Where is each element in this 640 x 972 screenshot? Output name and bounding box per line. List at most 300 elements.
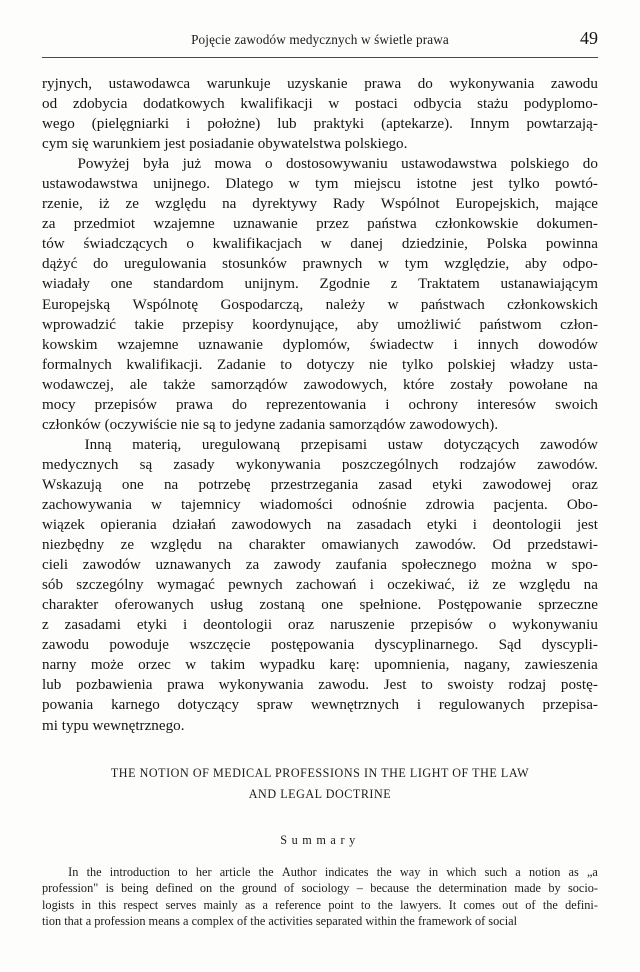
word: kwalifikacjach — [212, 236, 302, 253]
word: a — [515, 865, 521, 879]
word: dyrektywy — [252, 196, 318, 213]
word: interesów — [477, 396, 537, 413]
word: kwalifikacji. — [126, 356, 203, 373]
word: tym — [404, 256, 429, 273]
text-line — [42, 174, 598, 194]
word: point — [328, 897, 354, 912]
word: przedstawi- — [527, 537, 598, 554]
word: odnośnie — [351, 496, 407, 513]
word: medycznych — [42, 456, 119, 473]
word: charakter — [42, 597, 99, 614]
word: postę- — [560, 677, 598, 694]
word: dowodów — [538, 336, 598, 353]
text-line — [42, 194, 598, 214]
text-line — [42, 675, 598, 695]
word: Traktatem — [418, 276, 480, 293]
text-line — [42, 635, 598, 655]
word: i — [369, 577, 374, 594]
text-line — [42, 154, 598, 174]
word: Jest — [383, 677, 407, 694]
word: dyscyplinarnego. — [374, 637, 479, 654]
word: It — [448, 897, 457, 912]
word: Zadanie — [216, 356, 266, 373]
word: danej — [350, 236, 384, 253]
word: zawodu — [550, 76, 598, 92]
word: takim — [210, 657, 246, 674]
word: Zgodnie — [319, 276, 370, 293]
word: poszczególnych — [341, 456, 439, 473]
text-line — [42, 114, 598, 134]
word: reference — [275, 897, 322, 912]
word: koordynujące, — [252, 316, 339, 333]
word: przepisów — [94, 396, 157, 413]
word: dotyczy — [306, 356, 355, 373]
word: sociology — [301, 881, 350, 896]
word: zaufania — [335, 557, 387, 574]
text-line — [42, 315, 598, 335]
word: aby — [356, 316, 379, 333]
word: do — [417, 76, 433, 92]
paragraph-indent — [42, 154, 64, 174]
word: warunkuje — [206, 76, 271, 92]
text-line — [42, 864, 598, 880]
text-line — [42, 880, 598, 896]
word: Inną — [84, 436, 112, 453]
word: being — [121, 881, 149, 896]
word: powtarzają- — [526, 116, 598, 133]
word: lub — [42, 677, 62, 694]
word: ustawodawstwa — [42, 176, 138, 193]
word: oferowanych — [114, 597, 194, 614]
paragraph-3 — [42, 435, 598, 736]
text-line — [42, 475, 598, 495]
word: opierania — [100, 517, 157, 534]
word: Europejskich, — [455, 196, 540, 213]
word: prawa — [175, 396, 213, 413]
word: wypadku — [259, 657, 316, 674]
word: w — [328, 96, 340, 113]
word: profession" — [42, 881, 99, 896]
word: orzec — [138, 657, 171, 674]
word: które — [403, 376, 435, 393]
word: wykonywania — [218, 677, 304, 694]
word: stażu — [477, 96, 509, 113]
text-line: mi typu wewnętrznego. — [42, 717, 185, 734]
word: unijnym. — [244, 276, 299, 293]
word: wego — [42, 116, 75, 133]
word: wodawczej, — [42, 376, 114, 393]
word: one — [321, 597, 344, 614]
text-line — [42, 615, 598, 635]
word: wiadomości — [259, 496, 333, 513]
word: in — [428, 865, 439, 879]
word: w — [320, 236, 332, 253]
word: karnego — [111, 697, 160, 714]
word: uznawanie — [233, 216, 298, 233]
word: zawodów. — [537, 456, 598, 473]
paragraph-2 — [42, 154, 598, 435]
word: prawnych — [302, 256, 363, 273]
word: przestrzegania — [270, 476, 359, 493]
word: the — [86, 865, 102, 879]
word: socio- — [567, 881, 598, 896]
word: do — [93, 256, 109, 273]
word: prawa — [167, 677, 205, 694]
word: odbycia — [413, 96, 462, 113]
word: Gospodarczą, — [220, 296, 304, 313]
word: względzie, — [444, 256, 510, 273]
summary-heading: Summary — [280, 833, 360, 847]
paragraph-indent — [42, 864, 60, 880]
word: wiązek — [42, 517, 85, 534]
word: uznawanych — [155, 557, 232, 574]
word: postaci — [354, 96, 398, 113]
word: introduction — [109, 865, 170, 879]
word: rodzaj — [508, 677, 547, 694]
text-line — [42, 214, 598, 234]
word: odpo- — [562, 256, 598, 273]
summary-title-line: THE NOTION OF MEDICAL PROFESSIONS IN THE LIGHT OF THE LAW — [110, 766, 530, 780]
word: dokumen- — [536, 216, 598, 233]
text-line: tion that a profession means a complex of the activities separated within the framework of social — [42, 913, 517, 928]
word: państwom — [479, 316, 542, 333]
word: mainly — [203, 897, 238, 912]
word: ustanawiającym — [500, 276, 598, 293]
word: są — [139, 456, 153, 473]
word: o — [488, 617, 497, 634]
word: wewnętrznych — [310, 697, 400, 714]
word: to — [280, 356, 293, 373]
word: to — [360, 897, 371, 912]
word: przepisy — [182, 316, 234, 333]
main-text-column — [42, 74, 598, 736]
word: przepisów — [410, 617, 473, 634]
word: wykonywaniu — [512, 617, 598, 634]
word: przepisami — [300, 436, 368, 453]
word: standardom — [153, 276, 224, 293]
text-line — [42, 575, 598, 595]
word: z — [390, 276, 398, 293]
text-line — [42, 295, 598, 315]
word: przez — [316, 216, 349, 233]
text-line — [42, 375, 598, 395]
word: samorządów — [211, 376, 288, 393]
word: which — [446, 865, 477, 879]
word: o — [264, 156, 273, 173]
word: because — [370, 881, 410, 896]
text-line: cym się warunkiem jest posiadanie obywatelstwa polskiego. — [42, 136, 408, 153]
text-line — [42, 74, 598, 94]
text-line — [42, 897, 598, 913]
word: on — [199, 881, 213, 896]
word: is — [105, 881, 114, 896]
word: (aptekarze). — [381, 116, 453, 133]
word: cieli — [42, 557, 69, 574]
word: a — [262, 897, 268, 912]
word: – — [356, 881, 363, 896]
word: wzajemne — [117, 336, 179, 353]
word: etyki — [432, 476, 463, 493]
word: the — [258, 865, 274, 879]
word: the — [416, 881, 432, 896]
word: władzy — [510, 356, 554, 373]
word: zostały — [450, 376, 493, 393]
word: i — [472, 517, 477, 534]
text-line — [42, 335, 598, 355]
word: Sąd — [498, 637, 522, 654]
word: notion — [528, 865, 561, 879]
text-line: członków (oczywiście nie są to jedyne zadania samorządów zawodowych). — [42, 416, 499, 433]
word: rodzajów — [459, 456, 516, 473]
word: niezbędny — [42, 537, 105, 554]
word: dyscypli- — [541, 637, 598, 654]
word: iż — [468, 577, 480, 594]
word: postępowania — [270, 637, 355, 654]
word: na — [218, 537, 233, 554]
word: praktyki — [313, 116, 365, 133]
word: od — [42, 96, 58, 113]
text-line — [42, 395, 598, 415]
word: the — [219, 881, 235, 896]
word: za — [42, 216, 56, 233]
word: upomnienia, — [374, 657, 450, 674]
word: świadczących — [83, 236, 168, 253]
word: o — [186, 236, 194, 253]
word: istotne — [416, 176, 457, 193]
word: Polska — [486, 236, 528, 253]
word: zachowywania — [42, 496, 132, 513]
word: zawodu. — [318, 677, 370, 694]
word: unijnego. — [153, 176, 210, 193]
text-line — [42, 535, 598, 555]
word: tylko — [402, 356, 434, 373]
word: deontologii — [203, 617, 273, 634]
word: także — [163, 376, 196, 393]
word: oczekiwać, — [387, 577, 455, 594]
word: wprowadzić — [42, 316, 116, 333]
running-title: Pojęcie zawodów medycznych w świetle prawa — [191, 32, 449, 47]
word: Wskazują — [42, 476, 102, 493]
word: wymagać — [156, 577, 215, 594]
text-line — [42, 254, 598, 274]
word: zachowań — [295, 577, 357, 594]
word: świadectw — [369, 336, 434, 353]
word: etyki — [136, 617, 168, 634]
word: In — [68, 865, 79, 879]
word: mające — [555, 196, 598, 213]
word: ryjnych, — [42, 76, 93, 92]
word: państwa — [367, 216, 417, 233]
word: swoich — [555, 396, 598, 413]
word: dyplomów, — [282, 336, 351, 353]
word: dążyć — [42, 256, 78, 273]
word: na — [326, 517, 342, 534]
word: na — [222, 196, 237, 213]
word: w — [387, 296, 399, 313]
word: ustawodawca — [108, 76, 191, 92]
word: i — [416, 697, 422, 714]
word: do — [231, 396, 248, 413]
word: na — [583, 577, 598, 594]
word: i — [453, 336, 458, 353]
word: powtó- — [555, 176, 598, 193]
word: charakter — [248, 537, 306, 554]
word: her — [195, 865, 212, 879]
word: Postępowanie — [437, 597, 522, 614]
word: „a — [586, 865, 598, 879]
word: the — [377, 897, 393, 912]
word: w — [185, 657, 197, 674]
word: powołane — [508, 376, 568, 393]
word: można — [491, 557, 532, 574]
word: reprezentowania — [266, 396, 367, 413]
text-line — [42, 695, 598, 715]
word: sób — [42, 577, 64, 594]
word: dotyczących — [443, 436, 520, 453]
word: Dlatego — [225, 176, 274, 193]
word: to — [421, 677, 433, 694]
word: pewnych — [228, 577, 283, 594]
text-line — [42, 655, 598, 675]
word: ze — [125, 196, 139, 213]
word: przepisa- — [542, 697, 598, 714]
word: członkowskie — [435, 216, 519, 233]
word: kowskim — [42, 336, 98, 353]
word: in — [81, 897, 91, 912]
word: zawodowej — [482, 476, 552, 493]
word: przedmiot — [73, 216, 136, 233]
word: na — [163, 476, 179, 493]
word: uregulowania — [123, 256, 207, 273]
word: of — [284, 881, 295, 896]
word: zawodu — [42, 637, 90, 654]
word: naruszenie — [329, 617, 395, 634]
word: zasadami — [64, 617, 121, 634]
word: państwach — [420, 296, 485, 313]
word: działań — [172, 517, 216, 534]
word: made — [514, 881, 542, 896]
word: swoisty — [447, 677, 494, 694]
word: ze — [492, 577, 506, 594]
word: narny — [42, 657, 77, 674]
word: spraw — [256, 697, 293, 714]
paragraph-indent — [42, 435, 64, 455]
text-line — [42, 555, 598, 575]
word: of — [525, 897, 536, 912]
word: out — [502, 897, 518, 912]
word: jest — [576, 517, 598, 534]
word: oraz — [571, 476, 598, 493]
word: the — [376, 865, 392, 879]
word: one — [121, 476, 144, 493]
word: Powyżej — [77, 156, 130, 173]
word: powoduje — [109, 637, 170, 654]
word: dodatkowych — [143, 96, 225, 113]
word: this — [98, 897, 117, 912]
word: karę: — [329, 657, 360, 674]
word: mocy — [42, 396, 76, 413]
word: the — [542, 897, 558, 912]
word: one — [110, 276, 133, 293]
text-line — [42, 274, 598, 294]
word: sprzeczne — [538, 597, 598, 614]
word: rzenie, — [42, 196, 83, 213]
word: article — [219, 865, 251, 879]
word: ustaw — [387, 436, 424, 453]
summary-text-column — [42, 864, 598, 929]
word: nagany, — [463, 657, 511, 674]
word: już — [182, 156, 202, 173]
word: pozbawienia — [75, 677, 153, 694]
summary-paragraph-1 — [42, 864, 598, 929]
page-number: 49 — [580, 28, 598, 48]
word: w — [288, 176, 300, 193]
word: uzyskanie — [287, 76, 348, 92]
word: w — [546, 557, 558, 574]
word: do — [582, 156, 598, 173]
word: zawodów. — [415, 537, 477, 554]
word: defini- — [565, 897, 598, 912]
word: ale — [129, 376, 148, 393]
word: zasad — [378, 476, 413, 493]
word: polskiego — [510, 156, 570, 173]
word: zasady — [173, 456, 215, 473]
word: wszczęcie — [189, 637, 251, 654]
word: miejscu — [353, 176, 401, 193]
word: wzajemne — [153, 216, 215, 233]
summary-title — [42, 763, 598, 805]
word: Innym — [469, 116, 510, 133]
text-line — [42, 595, 598, 615]
word: członkowskich — [507, 296, 598, 313]
word: takie — [134, 316, 164, 333]
word: ustawodawstwa — [401, 156, 498, 173]
word: omawianych — [321, 537, 399, 554]
word: zawodów — [539, 436, 598, 453]
word: uregulowaną — [201, 436, 281, 453]
word: Obo- — [566, 496, 598, 513]
word: względu — [150, 537, 202, 554]
word: za — [245, 557, 260, 574]
word: as — [568, 865, 579, 879]
word: etyki — [426, 517, 458, 534]
word: respect — [123, 897, 159, 912]
word: by — [548, 881, 561, 896]
summary-title-line: AND LEGAL DOCTRINE — [248, 787, 392, 801]
text-line — [42, 515, 598, 535]
text-line — [42, 94, 598, 114]
word: such — [484, 865, 508, 879]
word: w — [378, 256, 390, 273]
word: umożliwić — [397, 316, 461, 333]
word: lawyers. — [400, 897, 442, 912]
word: wiadały — [42, 276, 90, 293]
running-header — [42, 28, 598, 58]
word: ze — [120, 537, 135, 554]
word: Wspólnotę — [132, 296, 199, 313]
word: Rady — [332, 196, 365, 213]
word: człon- — [560, 316, 598, 333]
word: ground — [241, 881, 277, 896]
word: podyplomo- — [523, 96, 598, 113]
word: formalnych — [42, 356, 112, 373]
word: kwalifikacji — [240, 96, 313, 113]
word: defined — [155, 881, 193, 896]
word: materią, — [132, 436, 182, 453]
word: mowa — [214, 156, 252, 173]
word: w — [150, 496, 162, 513]
word: Wspólnot — [380, 196, 440, 213]
